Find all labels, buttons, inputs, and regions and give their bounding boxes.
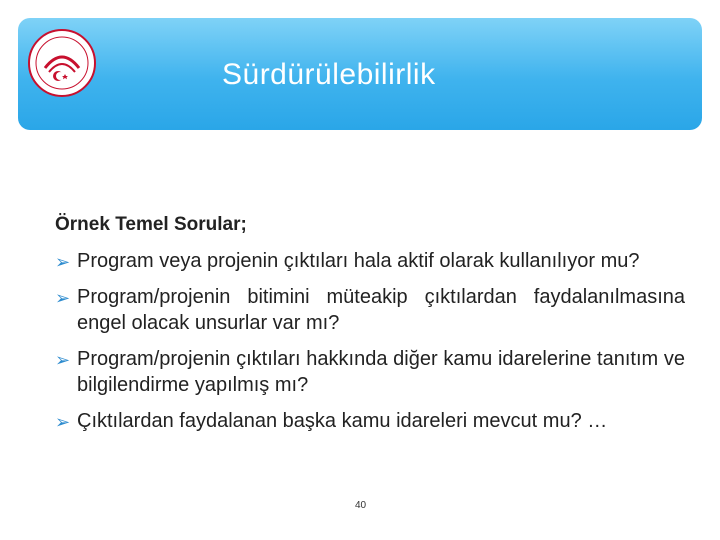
arrow-bullet-icon: ➢ [55, 252, 71, 272]
slide-body [55, 212, 685, 444]
bullet-text: Çıktılardan faydalanan başka kamu idareleri mevcut mu? … [77, 410, 608, 432]
bullet-item [55, 408, 685, 434]
arrow-bullet-icon: ➢ [55, 412, 71, 432]
slide-title: Sürdürülebilirlik [222, 58, 436, 91]
page-number: 40 [355, 500, 367, 511]
bullet-text: Program/projenin bitimini müteakip çıktılardan faydalanılmasına engel olacak unsurlar var mı? [77, 286, 685, 334]
arrow-bullet-icon: ➢ [55, 288, 71, 308]
ministry-emblem-logo [27, 28, 97, 98]
arrow-bullet-icon: ➢ [55, 350, 71, 370]
bullet-item [55, 248, 685, 274]
bullet-item [55, 346, 685, 398]
bullet-text: Program/projenin çıktıları hakkında diğer kamu idarelerine tanıtım ve bilgilendirme yapılmış mı? [77, 348, 685, 396]
bullet-text: Program veya projenin çıktıları hala aktif olarak kullanılıyor mu? [77, 250, 640, 272]
section-heading: Örnek Temel Sorular; [55, 214, 247, 235]
bullet-item [55, 284, 685, 336]
